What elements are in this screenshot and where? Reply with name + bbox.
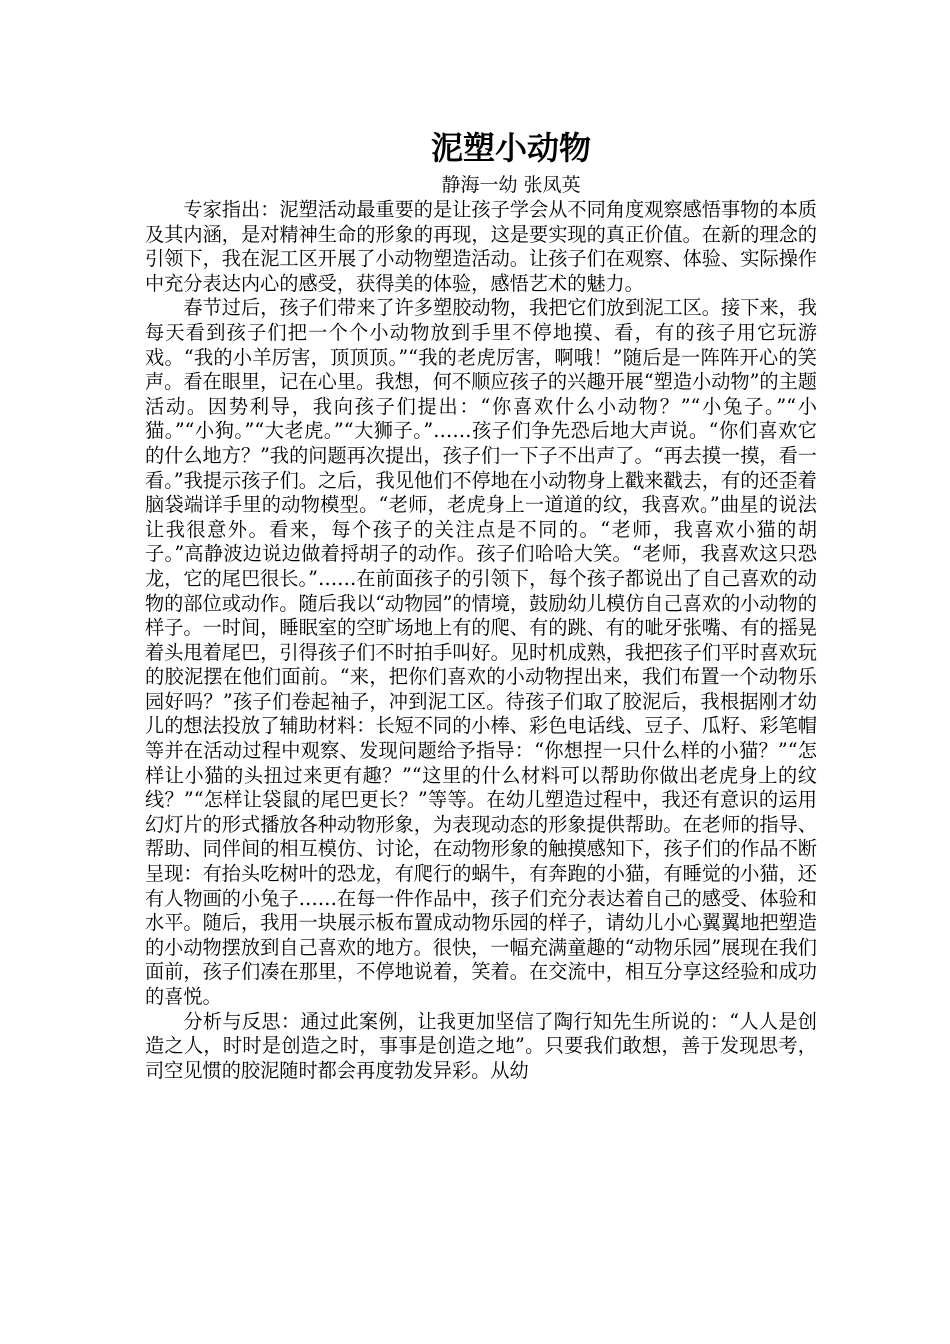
paragraph-case: 春节过后，孩子们带来了许多塑胶动物，我把它们放到泥工区。接下来，我每天看到孩子们把一个个小动物放到手里不停地摸、看，有的孩子用它玩游戏。“我的小羊厉害，顶顶顶。”“我的老虎厉害，啊哦！”随后是一阵阵开心的笑声。看在眼里，记在心里。我想，何不顺应孩子的兴趣开展“塑造小动物”的主题活动。因势利导，我向孩子们提出：“你喜欢什么小动物？”“小兔子。”“小猫。”“小狗。”“大老虎。”“大狮子。”……孩子们争先恐后地大声说。“你们喜欢它的什么地方？”我的问题再次提出，孩子们一下子不出声了。“再去摸一摸，看一看。”我提示孩子们。之后，我见他们不停地在小动物身上戳来戳去，有的还歪着脑袋端详手里的动物模型。“老师，老虎身上一道道的纹，我喜欢。”曲星的说法让我很意外。看来，每个孩子的关注点是不同的。“老师，我喜欢小猫的胡子。”高静波边说边做着捋胡子的动作。孩子们哈哈大笑。“老师，我喜欢这只恐龙，它的尾巴很长。”……在前面孩子的引领下，每个孩子都说出了自己喜欢的动物的部位或动作。随后我以“动物园”的情境，鼓励幼儿模仿自己喜欢的小动物的样子。一时间，睡眠室的空旷场地上有的爬、有的跳、有的呲牙张嘴、有的摇晃着头甩着尾巴，引得孩子们不时拍手叫好。见时机成熟，我把孩子们平时喜欢玩的胶泥摆在他们面前。“来，把你们喜欢的小动物捏出来，我们布置一个动物乐园好吗？”孩子们卷起袖子，冲到泥工区。待孩子们取了胶泥后，我根据刚才幼儿的想法投放了辅助材料：长短不同的小棒、彩色电话线、豆子、瓜籽、彩笔帽等并在活动过程中观察、发现问题给予指导：“你想捏一只什么样的小猫？”“怎样让小猫的头扭过来更有趣？”“这里的什么材料可以帮助你做出老虎身上的纹线？”“怎样让袋鼠的尾巴更长？”等等。在幼儿塑造过程中，我还有意识的运用幻灯片的形式播放各种动物形象，为表现动态的形象提供帮助。在老师的指导、帮助、同伴间的相互模仿、讨论，在动物形象的触摸感知下，孩子们的作品不断呈现：有抬头吃树叶的恐龙，有爬行的蜗牛，有奔跑的小猫，有睡觉的小猫，还有人物画的小兔子……在每一件作品中，孩子们充分表达着自己的感受、体验和水平。随后，我用一块展示板布置成动物乐园的样子，请幼儿小心翼翼地把塑造的小动物摆放到自己喜欢的地方。很快，一幅充满童趣的“动物乐园”展现在我们面前，孩子们凑在那里，不停地说着，笑着。在交流中，相互分享这经验和成功的喜悦。 [145,296,817,1008]
document-title: 泥塑小动物 [430,129,591,167]
paragraph-reflection: 分析与反思：通过此案例，让我更加坚信了陶行知先生所说的：“人人是创造之人，时时是创造之时，事事是创造之地”。只要我们敢想，善于发现思考，司空见惯的胶泥随时都会再度勃发异彩。从幼 [145,1009,817,1082]
document-page [145,128,817,1083]
paragraph-intro: 专家指出：泥塑活动最重要的是让孩子学会从不同角度观察感悟事物的本质及其内涵，是对精神生命的形象的再现，这是要实现的真正价值。在新的理念的引领下，我在泥工区开展了小动物塑造活动。让孩子们在观察、体验、实际操作中充分表达内心的感受，获得美的体验，感悟艺术的魅力。 [145,198,817,295]
document-author: 静海一幼 张凤英 [441,174,581,196]
